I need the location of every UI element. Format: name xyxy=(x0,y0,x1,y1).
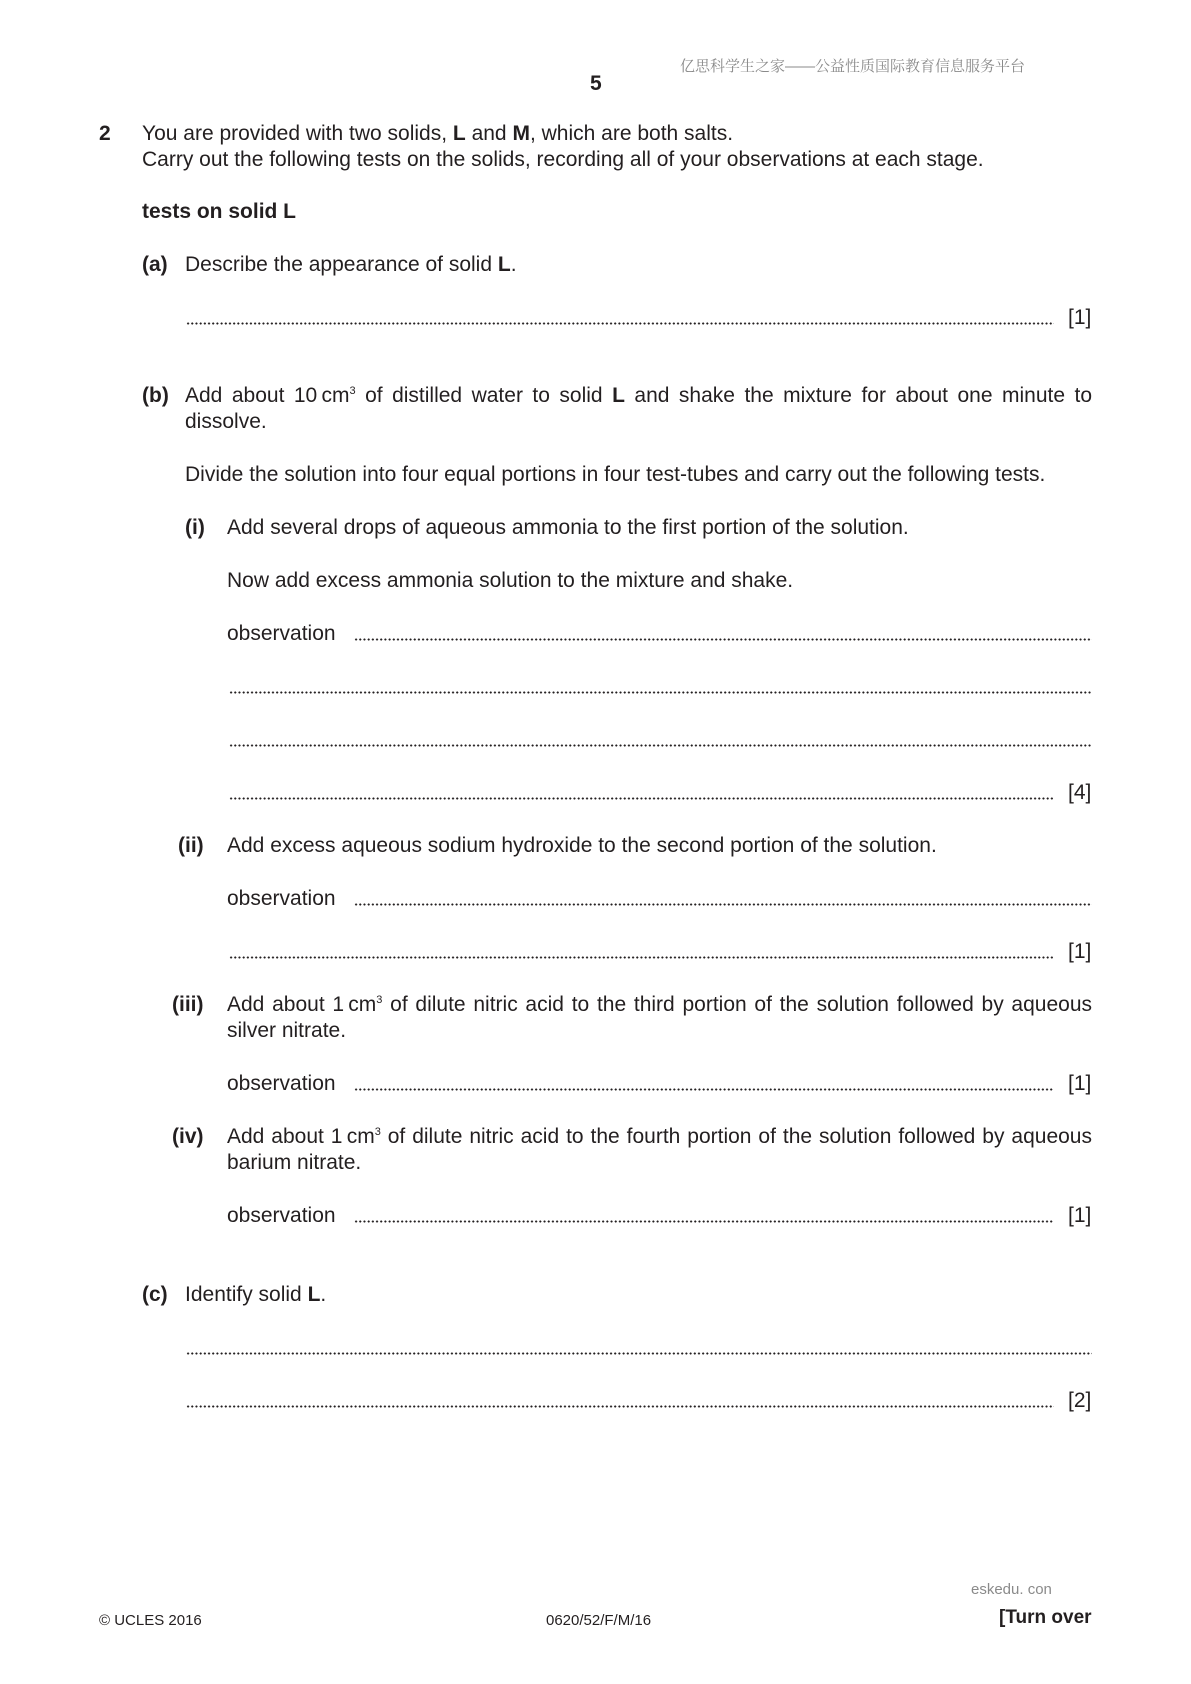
answer-line-iii[interactable] xyxy=(354,1088,1054,1091)
part-c-text: Identify solid L. xyxy=(185,1283,327,1306)
answer-line-c-1[interactable] xyxy=(186,1352,1092,1355)
observation-label-iii: observation xyxy=(227,1072,336,1095)
observation-label-iv: observation xyxy=(227,1204,336,1227)
paper-code: 0620/52/F/M/16 xyxy=(546,1612,652,1629)
question-instruction: Carry out the following tests on the solids, recording all of your observations at each stage. xyxy=(142,148,984,171)
part-b-iv-line2: barium nitrate. xyxy=(227,1151,362,1174)
answer-line-i-4[interactable] xyxy=(229,797,1054,800)
part-b-ii-text: Add excess aqueous sodium hydroxide to the second portion of the solution. xyxy=(227,834,937,857)
question-intro: You are provided with two solids, L and M, which are both salts. xyxy=(142,122,734,145)
part-b-i-label: (i) xyxy=(185,516,205,539)
answer-line-c-2[interactable] xyxy=(186,1405,1054,1408)
answer-line-ii-1[interactable] xyxy=(354,903,1092,906)
answer-line-i-3[interactable] xyxy=(229,744,1092,747)
answer-line-iv[interactable] xyxy=(354,1220,1054,1223)
mark-a: [1] xyxy=(1068,306,1092,329)
part-a-label: (a) xyxy=(142,253,168,276)
part-b-iii-line2: silver nitrate. xyxy=(227,1019,347,1042)
mark-b-i: [4] xyxy=(1068,781,1092,804)
part-a-text: Describe the appearance of solid L. xyxy=(185,253,517,276)
part-b-iii-label: (iii) xyxy=(172,993,204,1016)
part-b-line2: dissolve. xyxy=(185,410,267,433)
part-b-iv-label: (iv) xyxy=(172,1125,204,1148)
part-b-i-text1: Add several drops of aqueous ammonia to the first portion of the solution. xyxy=(227,516,909,539)
page-number: 5 xyxy=(590,72,602,95)
copyright: © UCLES 2016 xyxy=(99,1612,202,1629)
mark-b-iv: [1] xyxy=(1068,1204,1092,1227)
answer-line-i-1[interactable] xyxy=(354,638,1092,641)
part-b-iv-line1: Add about 1 $cm^3$ of dilute nitric acid to the fourth portion of the solution followed by aqueous xyxy=(227,1125,1092,1148)
part-b-divide: Divide the solution into four equal portions in four test-tubes and carry out the following tests. xyxy=(185,463,1046,486)
observation-label-i: observation xyxy=(227,622,336,645)
part-b-label: (b) xyxy=(142,384,169,407)
mark-b-ii: [1] xyxy=(1068,940,1092,963)
answer-line-i-2[interactable] xyxy=(229,691,1092,694)
turn-over: [Turn over xyxy=(999,1607,1092,1628)
mark-c: [2] xyxy=(1068,1389,1092,1412)
part-b-iii-line1: Add about 1 $cm^3$ of dilute nitric acid to the third portion of the solution followed by aqueous xyxy=(227,993,1093,1016)
part-b-ii-label: (ii) xyxy=(178,834,204,857)
answer-line-a[interactable] xyxy=(186,322,1054,325)
part-b-i-text2: Now add excess ammonia solution to the mixture and shake. xyxy=(227,569,794,592)
answer-line-ii-2[interactable] xyxy=(229,956,1054,959)
watermark-bottom: eskedu. con xyxy=(971,1581,1052,1598)
section-heading: tests on solid L xyxy=(142,200,297,223)
part-c-label: (c) xyxy=(142,1283,168,1306)
observation-label-ii: observation xyxy=(227,887,336,910)
part-b-line1: Add about 10 $cm^3$ of distilled water to solid L and shake the mixture for about one minute to xyxy=(185,384,1093,407)
watermark-top: 亿思科学生之家——公益性质国际教育信息服务平台 xyxy=(680,58,1026,75)
question-number: 2 xyxy=(99,122,111,145)
mark-b-iii: [1] xyxy=(1068,1072,1092,1095)
